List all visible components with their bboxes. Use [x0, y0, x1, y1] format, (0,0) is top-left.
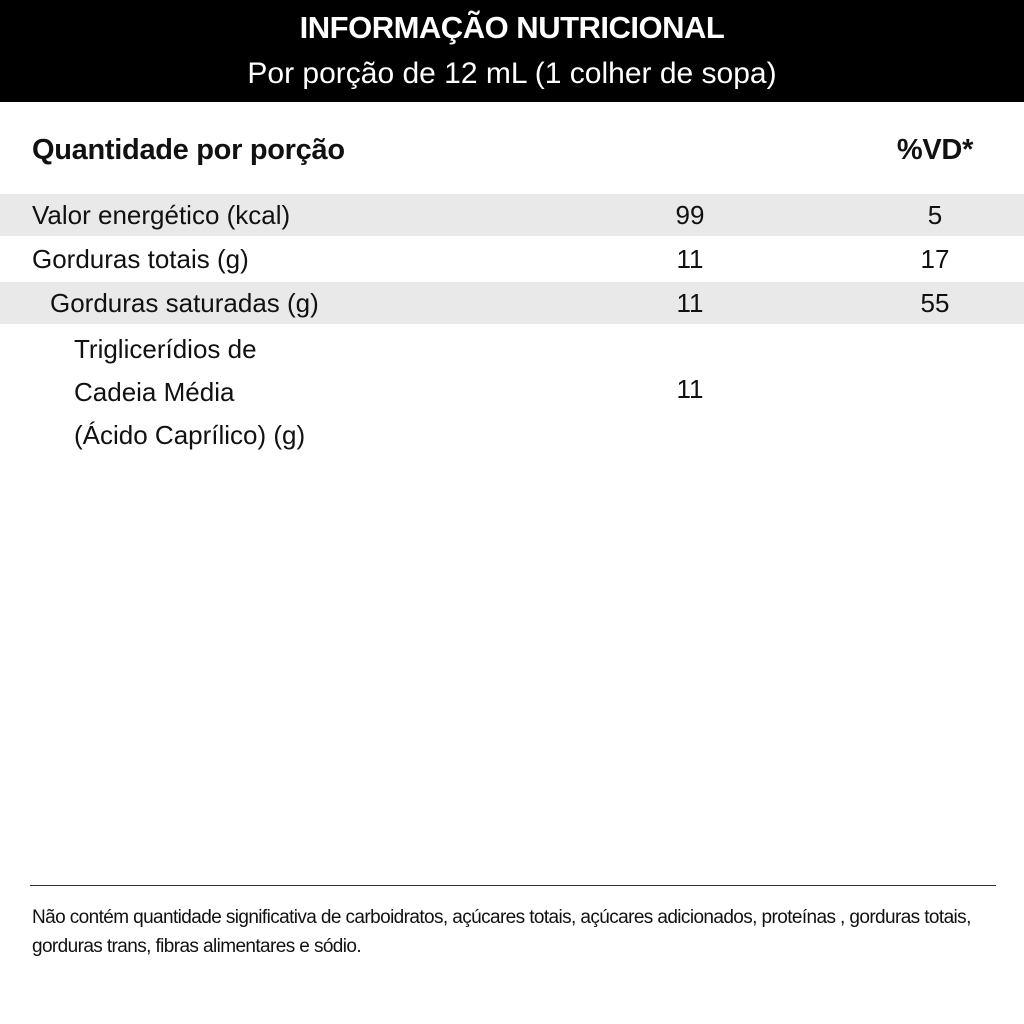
tcm-label-line: Triglicerídios de: [74, 334, 257, 364]
tcm-quantity: 11: [676, 374, 704, 404]
tcm-label-line: Cadeia Média: [74, 377, 235, 407]
table-row-total-fat: [0, 238, 1024, 280]
row-label: Valor energético (kcal): [32, 200, 291, 230]
tcm-label: [74, 328, 374, 457]
row-quantity: 11: [676, 288, 704, 318]
vd-column-header: %VD*: [896, 134, 974, 166]
nutrition-header: [0, 0, 1024, 102]
tcm-label-line: (Ácido Caprílico) (g): [74, 420, 306, 450]
row-label: Gorduras saturadas (g): [50, 288, 319, 318]
footnote-divider: [30, 885, 996, 886]
row-quantity: 11: [676, 244, 704, 274]
footnote-text: Não contém quantidade significativa de carboidratos, açúcares totais, açúcares adicionados, proteínas , gorduras totais, gorduras trans, fibras alimentares e sódio.: [32, 907, 971, 957]
quantity-column-header: Quantidade por porção: [32, 134, 345, 166]
row-vd: 5: [927, 200, 943, 230]
table-row-saturated-fat: [0, 282, 1024, 324]
row-label: Gorduras totais (g): [32, 244, 249, 274]
row-quantity: 99: [675, 200, 705, 230]
row-vd: 17: [920, 244, 950, 274]
row-vd: 55: [920, 288, 950, 318]
nutrition-title: INFORMAÇÃO NUTRICIONAL: [299, 10, 725, 45]
table-row-energy: [0, 194, 1024, 236]
serving-size: Por porção de 12 mL (1 colher de sopa): [247, 57, 777, 90]
